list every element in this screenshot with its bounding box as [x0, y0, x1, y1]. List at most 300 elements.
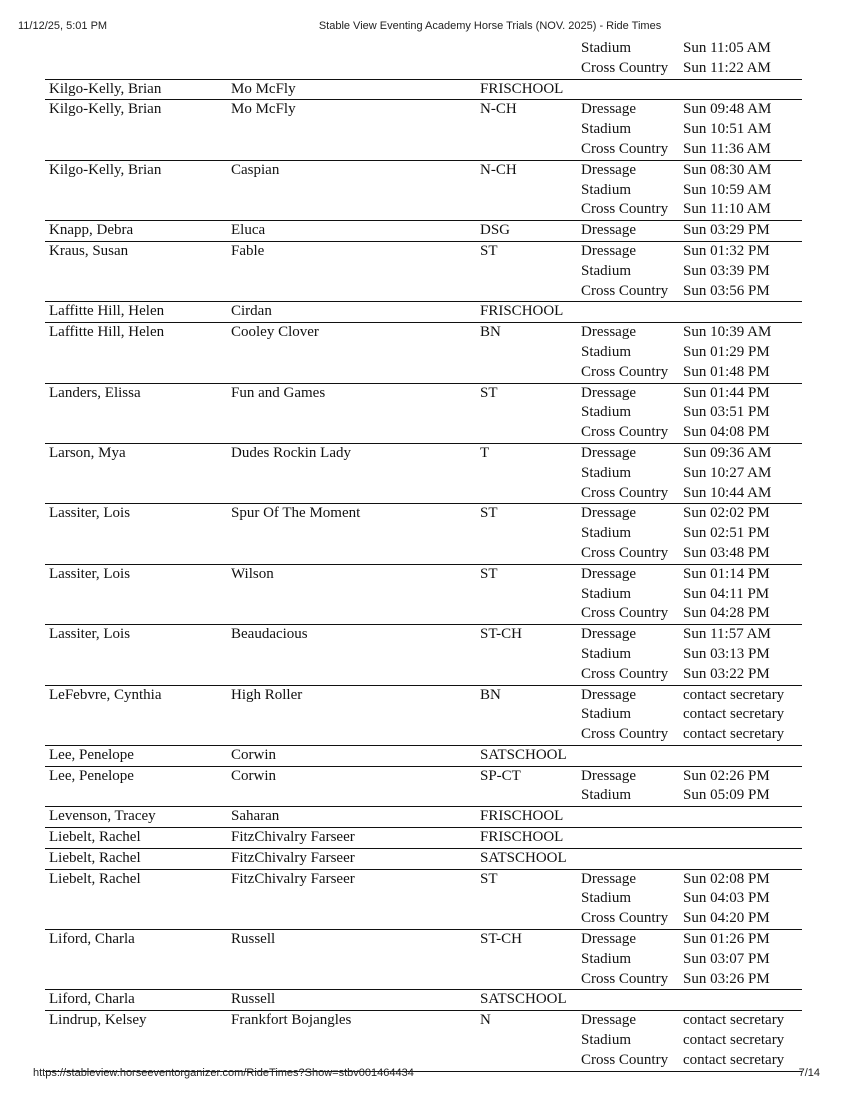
- row-line: [45, 767, 802, 787]
- row-line: [45, 807, 802, 827]
- test-cell: Stadium: [581, 950, 632, 967]
- horse-cell: [231, 363, 480, 383]
- division-cell: [480, 343, 581, 363]
- test-cell: [581, 80, 683, 100]
- rider-cell: Lassiter, Lois: [49, 626, 131, 643]
- time-cell: Sun 03:56 PM: [683, 282, 770, 299]
- row-line: [45, 282, 802, 302]
- time-cell: Sun 01:14 PM: [683, 565, 770, 582]
- test-cell: Dressage: [581, 161, 636, 178]
- rider-cell: [45, 181, 231, 201]
- time-cell: Sun 11:10 AM: [683, 201, 771, 218]
- time-cell: Sun 01:29 PM: [683, 343, 770, 360]
- horse-cell: [231, 464, 480, 484]
- row-line: [45, 604, 802, 624]
- table-row: [45, 930, 802, 990]
- test-cell: Cross Country: [581, 1051, 669, 1068]
- time-cell: Sun 02:02 PM: [683, 505, 770, 522]
- time-cell: [683, 849, 802, 869]
- row-line: [45, 686, 802, 706]
- test-cell: Cross Country: [581, 726, 669, 743]
- table-row: [45, 504, 802, 564]
- time-cell: Sun 11:36 AM: [683, 140, 771, 157]
- division-cell: DSG: [480, 222, 511, 239]
- horse-cell: Dudes Rockin Lady: [231, 444, 351, 461]
- rider-cell: Lee, Penelope: [49, 746, 134, 763]
- division-cell: ST: [480, 384, 498, 401]
- horse-cell: [231, 39, 480, 59]
- test-cell: Stadium: [581, 890, 632, 907]
- row-line: [45, 39, 802, 59]
- rider-cell: Larson, Mya: [49, 444, 126, 461]
- test-cell: Stadium: [581, 585, 632, 602]
- horse-cell: [231, 403, 480, 423]
- division-cell: SP-CT: [480, 767, 521, 784]
- ride-times-table: [45, 39, 802, 1072]
- division-cell: [480, 423, 581, 443]
- test-cell: Dressage: [581, 505, 636, 522]
- row-line: [45, 565, 802, 585]
- horse-cell: Fable: [231, 242, 265, 259]
- row-line: [45, 786, 802, 806]
- division-cell: BN: [480, 324, 501, 341]
- division-cell: [480, 262, 581, 282]
- test-cell: Cross Country: [581, 484, 669, 501]
- row-line: [45, 363, 802, 383]
- rider-cell: [45, 970, 231, 990]
- test-cell: Dressage: [581, 626, 636, 643]
- test-cell: Cross Country: [581, 544, 669, 561]
- table-row: [45, 990, 802, 1011]
- row-line: [45, 990, 802, 1010]
- test-cell: Dressage: [581, 444, 636, 461]
- test-cell: [581, 807, 683, 827]
- horse-cell: [231, 705, 480, 725]
- table-row: [45, 1011, 802, 1071]
- division-cell: [480, 59, 581, 79]
- test-cell: Dressage: [581, 870, 636, 887]
- time-cell: Sun 10:27 AM: [683, 464, 772, 481]
- horse-cell: [231, 604, 480, 624]
- rider-cell: Landers, Elissa: [49, 384, 141, 401]
- horse-cell: Wilson: [231, 565, 274, 582]
- row-line: [45, 950, 802, 970]
- time-cell: Sun 04:11 PM: [683, 585, 770, 602]
- horse-cell: Spur Of The Moment: [231, 505, 361, 522]
- table-row: [45, 39, 802, 80]
- time-cell: [683, 746, 802, 766]
- division-cell: ST: [480, 565, 498, 582]
- horse-cell: Caspian: [231, 161, 280, 178]
- horse-cell: [231, 786, 480, 806]
- test-cell: Cross Country: [581, 140, 669, 157]
- table-row: [45, 302, 802, 323]
- division-cell: [480, 363, 581, 383]
- test-cell: Dressage: [581, 222, 636, 239]
- row-line: [45, 384, 802, 404]
- table-row: [45, 625, 802, 685]
- table-row: [45, 80, 802, 101]
- horse-cell: [231, 181, 480, 201]
- rider-cell: LeFebvre, Cynthia: [49, 686, 162, 703]
- division-cell: [480, 725, 581, 745]
- rider-cell: [45, 725, 231, 745]
- horse-cell: [231, 889, 480, 909]
- time-cell: contact secretary: [683, 706, 785, 723]
- row-line: [45, 889, 802, 909]
- row-line: [45, 59, 802, 79]
- division-cell: N-CH: [480, 101, 517, 118]
- horse-cell: Cooley Clover: [231, 324, 319, 341]
- time-cell: Sun 04:08 PM: [683, 424, 770, 441]
- time-cell: Sun 04:20 PM: [683, 910, 770, 927]
- horse-cell: [231, 645, 480, 665]
- row-line: [45, 828, 802, 848]
- horse-cell: [231, 140, 480, 160]
- page-number: 7/14: [798, 1067, 820, 1079]
- table-row: [45, 849, 802, 870]
- test-cell: Cross Country: [581, 970, 669, 987]
- rider-cell: Lindrup, Kelsey: [49, 1012, 147, 1029]
- horse-cell: [231, 1031, 480, 1051]
- row-line: [45, 930, 802, 950]
- rider-cell: [45, 484, 231, 504]
- division-cell: [480, 705, 581, 725]
- division-cell: [480, 282, 581, 302]
- test-cell: Cross Country: [581, 59, 669, 76]
- test-cell: Cross Country: [581, 363, 669, 380]
- rider-cell: Liford, Charla: [49, 931, 135, 948]
- row-line: [45, 262, 802, 282]
- test-cell: Stadium: [581, 40, 632, 56]
- division-cell: FRISCHOOL: [480, 303, 564, 320]
- horse-cell: Cirdan: [231, 303, 272, 320]
- time-cell: Sun 09:48 AM: [683, 101, 772, 118]
- row-line: [45, 585, 802, 605]
- time-cell: Sun 10:51 AM: [683, 121, 772, 138]
- time-cell: Sun 03:29 PM: [683, 222, 770, 239]
- horse-cell: [231, 585, 480, 605]
- rider-cell: Knapp, Debra: [49, 222, 134, 239]
- test-cell: Dressage: [581, 324, 636, 341]
- rider-cell: Kilgo-Kelly, Brian: [49, 101, 162, 118]
- rider-cell: [45, 363, 231, 383]
- test-cell: Dressage: [581, 101, 636, 118]
- table-row: [45, 828, 802, 849]
- rider-cell: Lassiter, Lois: [49, 565, 131, 582]
- test-cell: Cross Country: [581, 201, 669, 218]
- row-line: [45, 302, 802, 322]
- horse-cell: Beaudacious: [231, 626, 308, 643]
- time-cell: Sun 11:22 AM: [683, 59, 771, 76]
- division-cell: SATSCHOOL: [480, 849, 567, 866]
- row-line: [45, 120, 802, 140]
- print-datetime: 11/12/25, 5:01 PM: [18, 20, 108, 32]
- horse-cell: [231, 544, 480, 564]
- time-cell: Sun 10:44 AM: [683, 484, 772, 501]
- horse-cell: Corwin: [231, 746, 276, 763]
- rider-cell: [45, 1031, 231, 1051]
- time-cell: Sun 11:05 AM: [683, 40, 771, 56]
- division-cell: [480, 786, 581, 806]
- division-cell: [480, 544, 581, 564]
- horse-cell: [231, 59, 480, 79]
- division-cell: [480, 464, 581, 484]
- test-cell: Dressage: [581, 931, 636, 948]
- horse-cell: [231, 725, 480, 745]
- row-line: [45, 343, 802, 363]
- row-line: [45, 870, 802, 890]
- time-cell: Sun 01:48 PM: [683, 363, 770, 380]
- horse-cell: Mo McFly: [231, 80, 296, 97]
- rider-cell: [45, 665, 231, 685]
- rider-cell: Liford, Charla: [49, 991, 135, 1008]
- test-cell: Dressage: [581, 1012, 636, 1029]
- row-line: [45, 484, 802, 504]
- time-cell: Sun 01:26 PM: [683, 931, 770, 948]
- division-cell: [480, 665, 581, 685]
- rider-cell: Kraus, Susan: [49, 242, 129, 259]
- row-line: [45, 200, 802, 220]
- test-cell: Dressage: [581, 242, 636, 259]
- test-cell: Dressage: [581, 565, 636, 582]
- rider-cell: Liebelt, Rachel: [49, 870, 141, 887]
- test-cell: [581, 849, 683, 869]
- test-cell: [581, 828, 683, 848]
- time-cell: contact secretary: [683, 1012, 785, 1029]
- time-cell: [683, 828, 802, 848]
- horse-cell: Mo McFly: [231, 101, 296, 118]
- time-cell: Sun 10:59 AM: [683, 181, 772, 198]
- test-cell: Cross Country: [581, 605, 669, 622]
- horse-cell: High Roller: [231, 686, 303, 703]
- division-cell: SATSCHOOL: [480, 991, 567, 1008]
- test-cell: [581, 302, 683, 322]
- table-row: [45, 161, 802, 221]
- division-cell: [480, 889, 581, 909]
- rider-cell: [45, 343, 231, 363]
- horse-cell: [231, 262, 480, 282]
- rider-cell: [45, 786, 231, 806]
- rider-cell: [45, 282, 231, 302]
- division-cell: [480, 403, 581, 423]
- horse-cell: Frankfort Bojangles: [231, 1012, 352, 1029]
- table-row: [45, 100, 802, 160]
- rider-cell: Liebelt, Rachel: [49, 829, 141, 846]
- test-cell: Cross Country: [581, 424, 669, 441]
- horse-cell: FitzChivalry Farseer: [231, 849, 355, 866]
- row-line: [45, 970, 802, 990]
- rider-cell: Lee, Penelope: [49, 767, 134, 784]
- table-row: [45, 323, 802, 383]
- horse-cell: Russell: [231, 931, 276, 948]
- time-cell: Sun 09:36 AM: [683, 444, 772, 461]
- time-cell: contact secretary: [683, 726, 785, 743]
- row-line: [45, 181, 802, 201]
- horse-cell: [231, 524, 480, 544]
- rider-cell: Laffitte Hill, Helen: [49, 303, 165, 320]
- test-cell: Stadium: [581, 464, 632, 481]
- rider-cell: [45, 585, 231, 605]
- time-cell: Sun 03:48 PM: [683, 544, 770, 561]
- division-cell: [480, 585, 581, 605]
- horse-cell: Eluca: [231, 222, 266, 239]
- test-cell: Stadium: [581, 181, 632, 198]
- row-line: [45, 524, 802, 544]
- division-cell: [480, 604, 581, 624]
- row-line: [45, 705, 802, 725]
- time-cell: Sun 02:08 PM: [683, 870, 770, 887]
- row-line: [45, 849, 802, 869]
- horse-cell: [231, 909, 480, 929]
- test-cell: Dressage: [581, 384, 636, 401]
- time-cell: contact secretary: [683, 686, 785, 703]
- table-row: [45, 384, 802, 444]
- division-cell: [480, 970, 581, 990]
- rider-cell: Lassiter, Lois: [49, 505, 131, 522]
- time-cell: Sun 02:26 PM: [683, 767, 770, 784]
- rider-cell: [45, 604, 231, 624]
- row-line: [45, 1031, 802, 1051]
- division-cell: FRISCHOOL: [480, 829, 564, 846]
- division-cell: [480, 200, 581, 220]
- page-title: Stable View Eventing Academy Horse Trials (NOV. 2025) - Ride Times: [318, 20, 662, 32]
- rider-cell: [45, 140, 231, 160]
- row-line: [45, 464, 802, 484]
- rider-cell: [45, 59, 231, 79]
- test-cell: Stadium: [581, 525, 632, 542]
- test-cell: Stadium: [581, 787, 632, 804]
- horse-cell: FitzChivalry Farseer: [231, 870, 355, 887]
- rider-cell: [45, 262, 231, 282]
- division-cell: ST-CH: [480, 626, 522, 643]
- row-line: [45, 645, 802, 665]
- test-cell: Cross Country: [581, 910, 669, 927]
- table-row: [45, 767, 802, 808]
- division-cell: [480, 950, 581, 970]
- time-cell: contact secretary: [683, 1051, 785, 1068]
- test-cell: Stadium: [581, 121, 632, 138]
- time-cell: Sun 04:28 PM: [683, 605, 770, 622]
- time-cell: Sun 03:39 PM: [683, 262, 770, 279]
- row-line: [45, 746, 802, 766]
- rider-cell: [45, 544, 231, 564]
- test-cell: Stadium: [581, 706, 632, 723]
- row-line: [45, 544, 802, 564]
- row-line: [45, 161, 802, 181]
- time-cell: [683, 807, 802, 827]
- row-line: [45, 140, 802, 160]
- division-cell: ST-CH: [480, 931, 522, 948]
- division-cell: [480, 524, 581, 544]
- rider-cell: [45, 403, 231, 423]
- time-cell: Sun 01:44 PM: [683, 384, 770, 401]
- row-line: [45, 221, 802, 241]
- row-line: [45, 504, 802, 524]
- row-line: [45, 242, 802, 262]
- horse-cell: [231, 343, 480, 363]
- time-cell: Sun 03:26 PM: [683, 970, 770, 987]
- time-cell: Sun 02:51 PM: [683, 525, 770, 542]
- division-cell: FRISCHOOL: [480, 808, 564, 825]
- horse-cell: [231, 970, 480, 990]
- division-cell: ST: [480, 505, 498, 522]
- rider-cell: [45, 909, 231, 929]
- rider-cell: Laffitte Hill, Helen: [49, 324, 165, 341]
- table-row: [45, 746, 802, 767]
- row-line: [45, 1011, 802, 1031]
- horse-cell: [231, 200, 480, 220]
- rider-cell: [45, 705, 231, 725]
- horse-cell: Corwin: [231, 767, 276, 784]
- division-cell: [480, 484, 581, 504]
- footer-url: https://stableview.horseeventorganizer.com/RideTimes?Show=stbv001464434: [33, 1067, 414, 1079]
- table-row: [45, 686, 802, 746]
- row-line: [45, 665, 802, 685]
- rider-cell: Liebelt, Rachel: [49, 849, 141, 866]
- division-cell: ST: [480, 242, 498, 259]
- rider-cell: [45, 39, 231, 59]
- time-cell: Sun 01:32 PM: [683, 242, 770, 259]
- division-cell: [480, 39, 581, 59]
- rider-cell: [45, 464, 231, 484]
- test-cell: Stadium: [581, 262, 632, 279]
- table-row: [45, 870, 802, 930]
- table-row: [45, 565, 802, 625]
- horse-cell: [231, 950, 480, 970]
- time-cell: [683, 990, 802, 1010]
- horse-cell: Saharan: [231, 808, 280, 825]
- time-cell: Sun 11:57 AM: [683, 626, 771, 643]
- rider-cell: [45, 120, 231, 140]
- division-cell: N: [480, 1012, 491, 1029]
- division-cell: BN: [480, 686, 501, 703]
- test-cell: Cross Country: [581, 665, 669, 682]
- time-cell: Sun 03:22 PM: [683, 665, 770, 682]
- horse-cell: [231, 665, 480, 685]
- horse-cell: [231, 282, 480, 302]
- time-cell: [683, 302, 802, 322]
- test-cell: Stadium: [581, 404, 632, 421]
- rider-cell: Levenson, Tracey: [49, 808, 156, 825]
- time-cell: Sun 08:30 AM: [683, 161, 772, 178]
- division-cell: [480, 140, 581, 160]
- row-line: [45, 725, 802, 745]
- test-cell: Dressage: [581, 686, 636, 703]
- test-cell: Cross Country: [581, 282, 669, 299]
- row-line: [45, 909, 802, 929]
- test-cell: [581, 990, 683, 1010]
- rider-cell: [45, 889, 231, 909]
- time-cell: Sun 04:03 PM: [683, 890, 770, 907]
- test-cell: Dressage: [581, 767, 636, 784]
- division-cell: N-CH: [480, 161, 517, 178]
- row-line: [45, 80, 802, 100]
- rider-cell: [45, 645, 231, 665]
- time-cell: Sun 05:09 PM: [683, 787, 770, 804]
- table-row: [45, 221, 802, 242]
- rider-cell: [45, 200, 231, 220]
- rider-cell: Kilgo-Kelly, Brian: [49, 80, 162, 97]
- horse-cell: FitzChivalry Farseer: [231, 829, 355, 846]
- table-row: [45, 444, 802, 504]
- table-row: [45, 242, 802, 302]
- division-cell: [480, 909, 581, 929]
- horse-cell: [231, 423, 480, 443]
- rider-cell: [45, 423, 231, 443]
- row-line: [45, 100, 802, 120]
- row-line: [45, 625, 802, 645]
